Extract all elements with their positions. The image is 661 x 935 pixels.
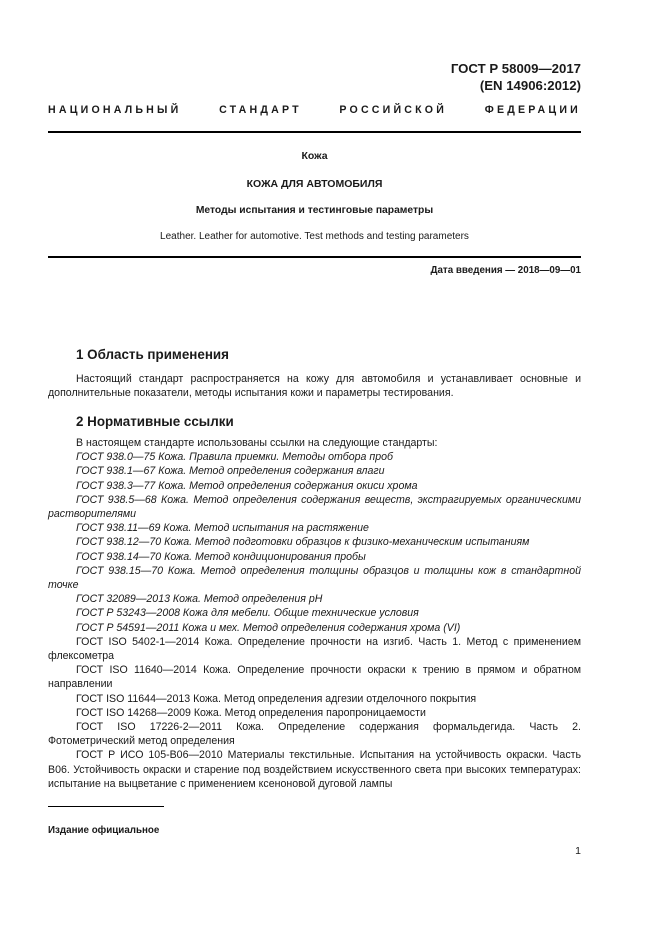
normative-references-list (48, 436, 581, 791)
title-divider (48, 256, 581, 258)
reference-item: ГОСТ ISO 11644—2013 Кожа. Метод определения адгезии отделочного покрытия (76, 692, 477, 705)
national-standard-word: НАЦИОНАЛЬНЫЙ (48, 104, 182, 116)
scope-paragraph: Настоящий стандарт распространяется на кожу для автомобиля и устанавливает основные и дополнительные показатели, методы испытания кожи и параметры тестирования. (48, 373, 581, 400)
english-title: Leather. Leather for automotive. Test methods and testing parameters (160, 231, 469, 242)
main-title: КОЖА ДЛЯ АВТОМОБИЛЯ (246, 178, 383, 190)
refs-intro: В настоящем стандарте использованы ссылки на следующие стандарты: (76, 437, 438, 449)
document-number: ГОСТ Р 58009—2017 (450, 61, 581, 76)
reference-item: ГОСТ 938.11—69 Кожа. Метод испытания на растяжение (76, 522, 369, 535)
reference-item: ГОСТ ISO 11640—2014 Кожа. Определение прочности окраски к трению в прямом и обратном направлении (48, 664, 581, 691)
reference-item: ГОСТ Р 53243—2008 Кожа для мебели. Общие технические условия (76, 607, 419, 620)
document-number-block (451, 60, 581, 94)
document-number-en: (EN 14906:2012) (479, 78, 581, 93)
section-scope-body (48, 372, 581, 400)
reference-item: ГОСТ 938.12—70 Кожа. Метод подготовки образцов к физико-механическим испытаниям (76, 536, 530, 549)
reference-item: ГОСТ ISO 17226-2—2011 Кожа. Определение содержания формальдегида. Часть 2. Фотометрический метод определения (48, 721, 581, 748)
reference-item: ГОСТ ISO 14268—2009 Кожа. Метод определения паропроницаемости (76, 706, 426, 719)
official-edition: Издание официальное (48, 825, 160, 836)
section-scope (76, 347, 581, 362)
category-title: Кожа (301, 150, 328, 162)
reference-item: ГОСТ 938.5—68 Кожа. Метод определения содержания веществ, экстрагируемых органическими растворителями (48, 493, 581, 521)
reference-item: ГОСТ ISO 5402-1—2014 Кожа. Определение прочности на изгиб. Часть 1. Метод с применением флексометра (48, 635, 581, 663)
section-normative-refs (76, 414, 581, 429)
reference-item: ГОСТ 32089—2013 Кожа. Метод определения pH (76, 593, 323, 606)
reference-item: ГОСТ 938.14—70 Кожа. Метод кондиционирования пробы (76, 550, 366, 563)
reference-item: ГОСТ 938.1—67 Кожа. Метод определения содержания влаги (76, 465, 385, 478)
reference-item: ГОСТ 938.0—75 Кожа. Правила приемки. Методы отбора проб (76, 451, 393, 464)
national-standard-word: СТАНДАРТ (219, 104, 302, 116)
national-standard-word: РОССИЙСКОЙ (339, 104, 448, 116)
national-standard-word: ФЕДЕРАЦИИ (484, 104, 581, 116)
national-standard-title (48, 104, 581, 116)
page-number: 1 (575, 845, 581, 857)
header-divider (48, 131, 581, 133)
reference-item: ГОСТ Р 54591—2011 Кожа и мех. Метод определения содержания хрома (VI) (76, 621, 461, 634)
section-heading: 1 Область применения (76, 347, 229, 362)
footer-divider (48, 806, 164, 807)
section-heading: 2 Нормативные ссылки (76, 414, 234, 429)
reference-item: ГОСТ 938.15—70 Кожа. Метод определения толщины образцов и толщины кож в стандартной точке (48, 564, 581, 592)
reference-item: ГОСТ Р ИСО 105-B06—2010 Материалы текстильные. Испытания на устойчивость окраски. Часть B06. Устойчивость окраски и старение под воздействием искусственного света при высоких температурах: испытание на выцветание с применением ксеноновой дуговой лампы (48, 749, 581, 790)
effective-date: Дата введения — 2018—09—01 (430, 265, 581, 276)
subtitle: Методы испытания и тестинговые параметры (195, 205, 434, 216)
reference-item: ГОСТ 938.3—77 Кожа. Метод определения содержания окиси хрома (76, 479, 418, 492)
